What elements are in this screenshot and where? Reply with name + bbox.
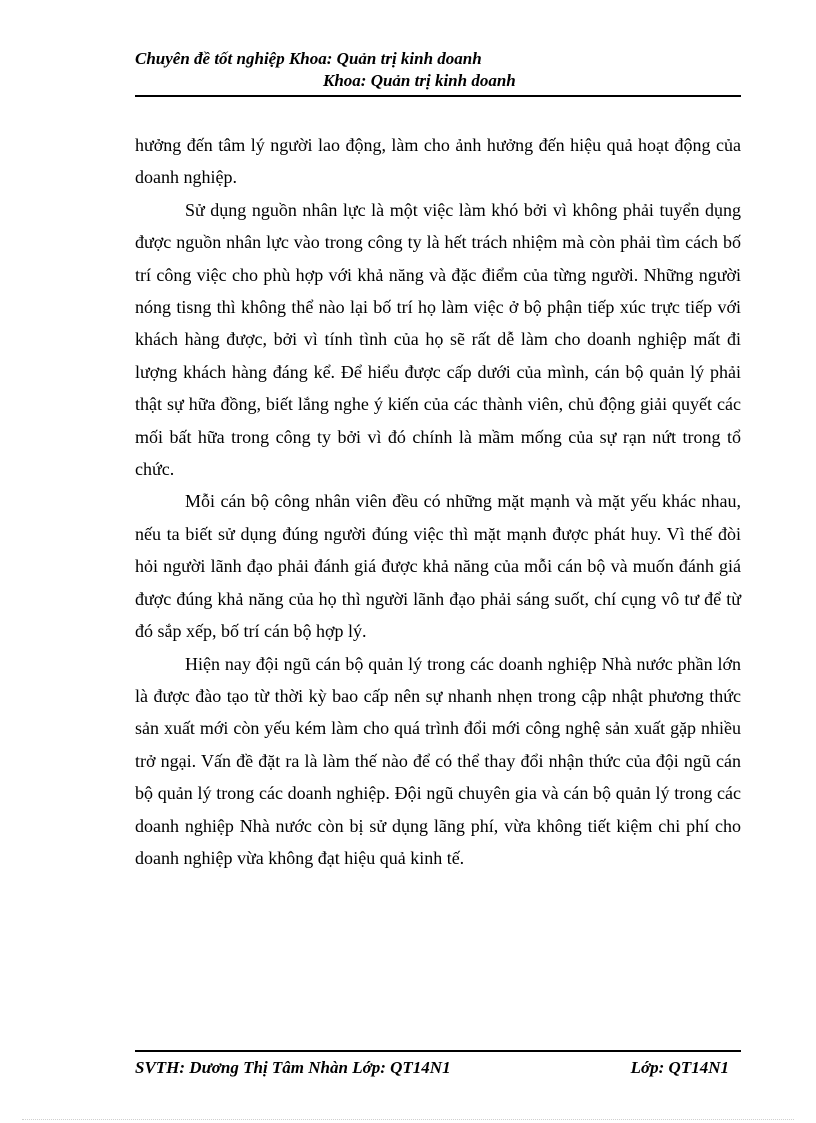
page-header: [135, 47, 741, 97]
page-footer: [135, 1050, 741, 1082]
footer-student-info: SVTH: Dương Thị Tâm Nhàn Lớp: QT14N1: [135, 1058, 451, 1077]
paragraph-continuation: hưởng đến tâm lý người lao động, làm cho ảnh hưởng đến hiệu quả hoạt động của doanh nghiệp.: [135, 135, 741, 188]
header-title-line2: Khoa: Quản trị kinh doanh: [323, 71, 516, 90]
footer-class-info: Lớp: QT14N1: [630, 1058, 729, 1077]
page-bottom-edge: [22, 1119, 794, 1120]
paragraph-management-staff: Hiện nay đội ngũ cán bộ quản lý trong các doanh nghiệp Nhà nước phần lớn là được đào tạo từ thời kỳ bao cấp nên sự nhanh nhẹn trong cập nhật phương thức sản xuất mới còn yếu kém làm cho quá trình đổi mới công nghệ sản xuất gặp nhiều trở ngại. Vấn đề đặt ra là làm thế nào để có thể thay đổi nhận thức của đội ngũ cán bộ quản lý trong các doanh nghiệp. Đội ngũ chuyên gia và cán bộ quản lý trong các doanh nghiệp Nhà nước còn bị sử dụng lãng phí, vừa không tiết kiệm chi phí cho doanh nghiệp vừa không đạt hiệu quả kinh tế.: [135, 653, 741, 868]
header-title-line1: Chuyên đề tốt nghiệp Khoa: Quản trị kinh doanh: [135, 49, 482, 68]
paragraph-strengths-weaknesses: Mỗi cán bộ công nhân viên đều có những mặt mạnh và mặt yếu khác nhau, nếu ta biết sử dụng đúng người đúng việc thì mặt mạnh được phát huy. Vì thế đòi hỏi người lãnh đạo phải đánh giá được khả năng của mỗi cán bộ và muốn đánh giá được đúng khả năng của họ thì người lãnh đạo phải sáng suốt, chí cụng vô tư để từ đó sắp xếp, bố trí cán bộ hợp lý.: [135, 491, 741, 642]
document-body: [135, 129, 741, 874]
paragraph-human-resources-usage: Sử dụng nguồn nhân lực là một việc làm khó bởi vì không phải tuyển dụng được nguồn nhân lực vào trong công ty là hết trách nhiệm mà còn phải tìm cách bố trí công việc cho phù hợp với khả năng và đặc điểm của từng người. Những người nóng tisng thì không thể nào lại bố trí họ làm việc ở bộ phận tiếp xúc trực tiếp với khách hàng được, bởi vì tính tình của họ sẽ rất dễ làm cho doanh nghiệp mất đi lượng khách hàng đáng kể. Để hiểu được cấp dưới của mình, cán bộ quản lý phải thật sự hữa đồng, biết lắng nghe ý kiến của các thành viên, chủ động giải quyết các mối bất hữa trong công ty bởi vì đó chính là mầm mống của sự rạn nứt trong tổ chức.: [135, 199, 741, 480]
